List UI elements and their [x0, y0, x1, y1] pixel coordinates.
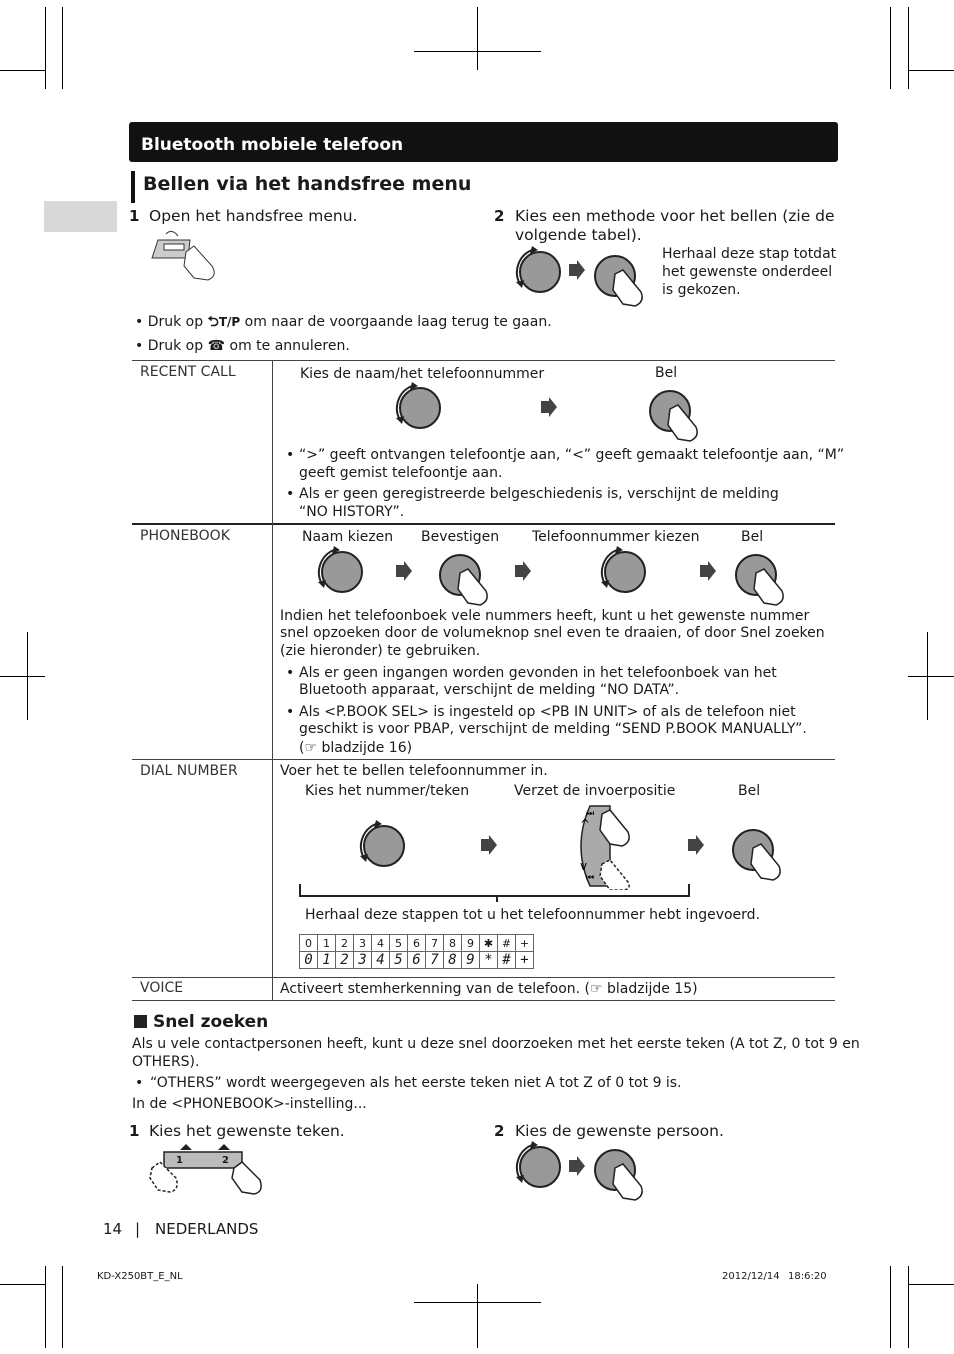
volume-knob-press-icon: [730, 547, 796, 607]
volume-knob-rotate-icon: [390, 378, 450, 438]
voice-text: Activeert stemherkenning van de telefoon. (☞ bladzijde 15): [280, 981, 698, 997]
recent-note-1-text: “>” geeft ontvangen telefoontje aan, “<” geeft gemaakt telefoontje aan, “M”: [299, 447, 845, 463]
phonebook-para: Indien het telefoonboek vele nummers heeft, kunt u het gewenste nummer: [280, 608, 810, 624]
volume-knob-press-icon: [644, 383, 710, 443]
segment-char: 9: [462, 952, 480, 969]
recent-note-1: •: [286, 447, 295, 463]
tp-key: T/P: [218, 315, 241, 329]
volume-knob-rotate-icon: [312, 542, 372, 602]
arrow-right-icon: [700, 561, 718, 583]
volume-knob-rotate-icon: [595, 542, 655, 602]
recent-col1: Kies de naam/het telefoonnummer: [300, 366, 545, 382]
volume-knob-rotate-icon: [510, 242, 570, 302]
snel-zoeken-title: Snel zoeken: [153, 1012, 269, 1032]
dial-intro: Voer het te bellen telefoonnummer in.: [280, 763, 548, 779]
dial-col2: Verzet de invoerpositie: [514, 783, 676, 799]
phonebook-col2: Bevestigen: [421, 529, 500, 545]
footer-date: 2012/12/14: [722, 1271, 780, 1282]
arrow-right-icon: [481, 835, 499, 857]
number-buttons-press-icon: [138, 1140, 268, 1200]
table-rule: [132, 759, 835, 760]
repeat-bracket: [299, 882, 691, 904]
segment-char: 7: [426, 952, 444, 969]
bullet-back-post: om naar de voorgaande laag terug te gaan.: [244, 314, 552, 330]
snel-step1-text: Kies het gewenste teken.: [149, 1122, 345, 1140]
segment-char: 0: [300, 952, 318, 969]
key-char: 3: [354, 935, 372, 952]
footer-language: NEDERLANDS: [155, 1220, 259, 1238]
step2-text-2: volgende tabel).: [515, 226, 642, 244]
segment-char: 8: [444, 952, 462, 969]
key-char: 9: [462, 935, 480, 952]
svg-text:v: v: [580, 859, 588, 873]
square-bullet-icon: [134, 1015, 147, 1028]
snel-bullet-text: “OTHERS” wordt weergegeven als het eerste teken niet A tot Z of 0 tot 9 is.: [150, 1075, 682, 1091]
footer-time: 18:6:20: [788, 1271, 827, 1282]
button-1-label: 1: [176, 1155, 183, 1166]
snel-bullet: •: [135, 1075, 144, 1091]
phonebook-col4: Bel: [741, 529, 764, 545]
svg-text:⏭: ⏭: [586, 809, 595, 819]
phonebook-note-2-text-2: geschikt is voor PBAP, verschijnt de melding “SEND P.BOOK MANUALLY”.: [299, 721, 807, 737]
phonebook-note-2-text: Als <P.BOOK SEL> is ingesteld op <PB IN UNIT> of als de telefoon niet: [299, 704, 796, 720]
table-rule: [132, 523, 835, 525]
snel-para: Als u vele contactpersonen heeft, kunt u deze snel doorzoeken met het eerste teken (A tot Z, 0 tot 9 en: [132, 1036, 860, 1052]
arrow-right-icon: [396, 561, 414, 583]
key-char: 2: [336, 935, 354, 952]
arrow-right-icon: [541, 397, 559, 419]
bullet-back-pre: Druk op: [147, 314, 204, 330]
phonebook-note-2-text-3: (☞ bladzijde 16): [299, 740, 413, 756]
phonebook-col3: Telefoonnummer kiezen: [532, 529, 700, 545]
volume-knob-press-icon: [727, 822, 793, 882]
phonebook-note-2: •: [286, 704, 295, 720]
snel-para-2: OTHERS).: [132, 1054, 200, 1070]
step2-text: Kies een methode voor het bellen (zie de: [515, 207, 835, 225]
step2-note-2: het gewenste onderdeel: [662, 264, 833, 280]
step1-text: Open het handsfree menu.: [149, 207, 358, 225]
recent-note-1-text-2: geeft gemist telefoontje aan.: [299, 465, 503, 481]
phonebook-para-3: (zie hieronder) te gebruiken.: [280, 643, 481, 659]
segment-char: 4: [372, 952, 390, 969]
row-label-phonebook: PHONEBOOK: [140, 528, 230, 544]
snel-step2-number: 2: [494, 1122, 505, 1140]
phonebook-note-1-text-2: Bluetooth apparaat, verschijnt de melding “NO DATA”.: [299, 682, 680, 698]
step2-number: 2: [494, 207, 505, 225]
segment-char: 2: [336, 952, 354, 969]
section-header: Bluetooth mobiele telefoon: [141, 135, 404, 155]
page-number: 14: [103, 1220, 123, 1238]
segment-char: 6: [408, 952, 426, 969]
phonebook-col1: Naam kiezen: [302, 529, 394, 545]
key-char: 5: [390, 935, 408, 952]
back-icon: ⮌: [207, 314, 219, 330]
arrow-right-icon: [515, 561, 533, 583]
footer-separator: |: [135, 1220, 141, 1238]
keypad-characters: [299, 934, 534, 969]
phonebook-note-1-text: Als er geen ingangen worden gevonden in het telefoonboek van het: [299, 665, 777, 681]
key-row: [300, 935, 534, 952]
step1-number: 1: [129, 207, 140, 225]
volume-knob-rotate-icon: [510, 1137, 570, 1197]
volume-knob-press-icon: [589, 248, 655, 308]
key-char: 6: [408, 935, 426, 952]
step2-note-3: is gekozen.: [662, 282, 741, 298]
recent-note-2: •: [286, 486, 295, 502]
row-label-recent-call: RECENT CALL: [140, 364, 236, 380]
page-title: Bellen via het handsfree menu: [131, 171, 471, 203]
table-column-rule: [272, 360, 273, 1001]
bullet-cancel: • Druk op ☎ om te annuleren.: [135, 338, 350, 354]
snel-step1-number: 1: [129, 1122, 140, 1140]
svg-text:^: ^: [580, 817, 591, 831]
volume-knob-press-icon: [589, 1142, 655, 1202]
arrow-right-icon: [569, 260, 587, 282]
key-char: 4: [372, 935, 390, 952]
language-tab: [44, 201, 117, 232]
snel-para-3: In de <PHONEBOOK>-instelling...: [132, 1096, 367, 1112]
recent-col2: Bel: [655, 365, 678, 381]
volume-knob-rotate-icon: [354, 816, 414, 876]
phone-hangup-icon: ☎: [207, 338, 226, 354]
key-char: 8: [444, 935, 462, 952]
key-char: #: [498, 935, 516, 952]
dial-col3: Bel: [738, 783, 761, 799]
recent-note-2-text-2: “NO HISTORY”.: [299, 504, 405, 520]
table-rule: [132, 977, 835, 978]
segment-char: 3: [354, 952, 372, 969]
key-char: ✱: [480, 935, 498, 952]
segment-char: 5: [390, 952, 408, 969]
phonebook-para-2: snel opzoeken door de volumeknop snel even te draaien, of door Snel zoeken: [280, 625, 825, 641]
footer-doc-code: KD-X250BT_E_NL: [97, 1271, 183, 1282]
table-top-rule: [132, 360, 835, 361]
volume-knob-press-icon: [434, 547, 500, 607]
segment-char: *: [480, 952, 498, 969]
key-char: 0: [300, 935, 318, 952]
bullet-cancel-post: om te annuleren.: [229, 338, 350, 354]
skip-buttons-press-icon: [568, 804, 640, 890]
dial-repeat-text: Herhaal deze stappen tot u het telefoonnummer hebt ingevoerd.: [305, 907, 761, 923]
phonebook-note-1: •: [286, 665, 295, 681]
svg-text:⏮: ⏮: [586, 873, 595, 883]
arrow-right-icon: [688, 835, 706, 857]
segment-char: 1: [318, 952, 336, 969]
menu-button-press-icon: [148, 226, 228, 282]
step2-note: Herhaal deze stap totdat: [662, 246, 837, 262]
dial-col1: Kies het nummer/teken: [305, 783, 470, 799]
snel-step2-text: Kies de gewenste persoon.: [515, 1122, 724, 1140]
segment-char: #: [498, 952, 516, 969]
bullet-cancel-pre: Druk op: [147, 338, 204, 354]
table-bottom-rule: [132, 1000, 835, 1001]
section-header-bar: [129, 122, 838, 162]
row-label-dial-number: DIAL NUMBER: [140, 763, 238, 779]
segment-char: +: [516, 952, 534, 969]
segment-row: [300, 952, 534, 969]
bullet-back: • Druk op ⮌T/P om naar de voorgaande laag terug te gaan.: [135, 314, 552, 330]
key-char: 7: [426, 935, 444, 952]
arrow-right-icon: [569, 1156, 587, 1178]
row-label-voice: VOICE: [140, 980, 184, 996]
key-char: +: [516, 935, 534, 952]
button-2-label: 2: [222, 1155, 229, 1166]
key-char: 1: [318, 935, 336, 952]
recent-note-2-text: Als er geen geregistreerde belgeschiedenis is, verschijnt de melding: [299, 486, 779, 502]
